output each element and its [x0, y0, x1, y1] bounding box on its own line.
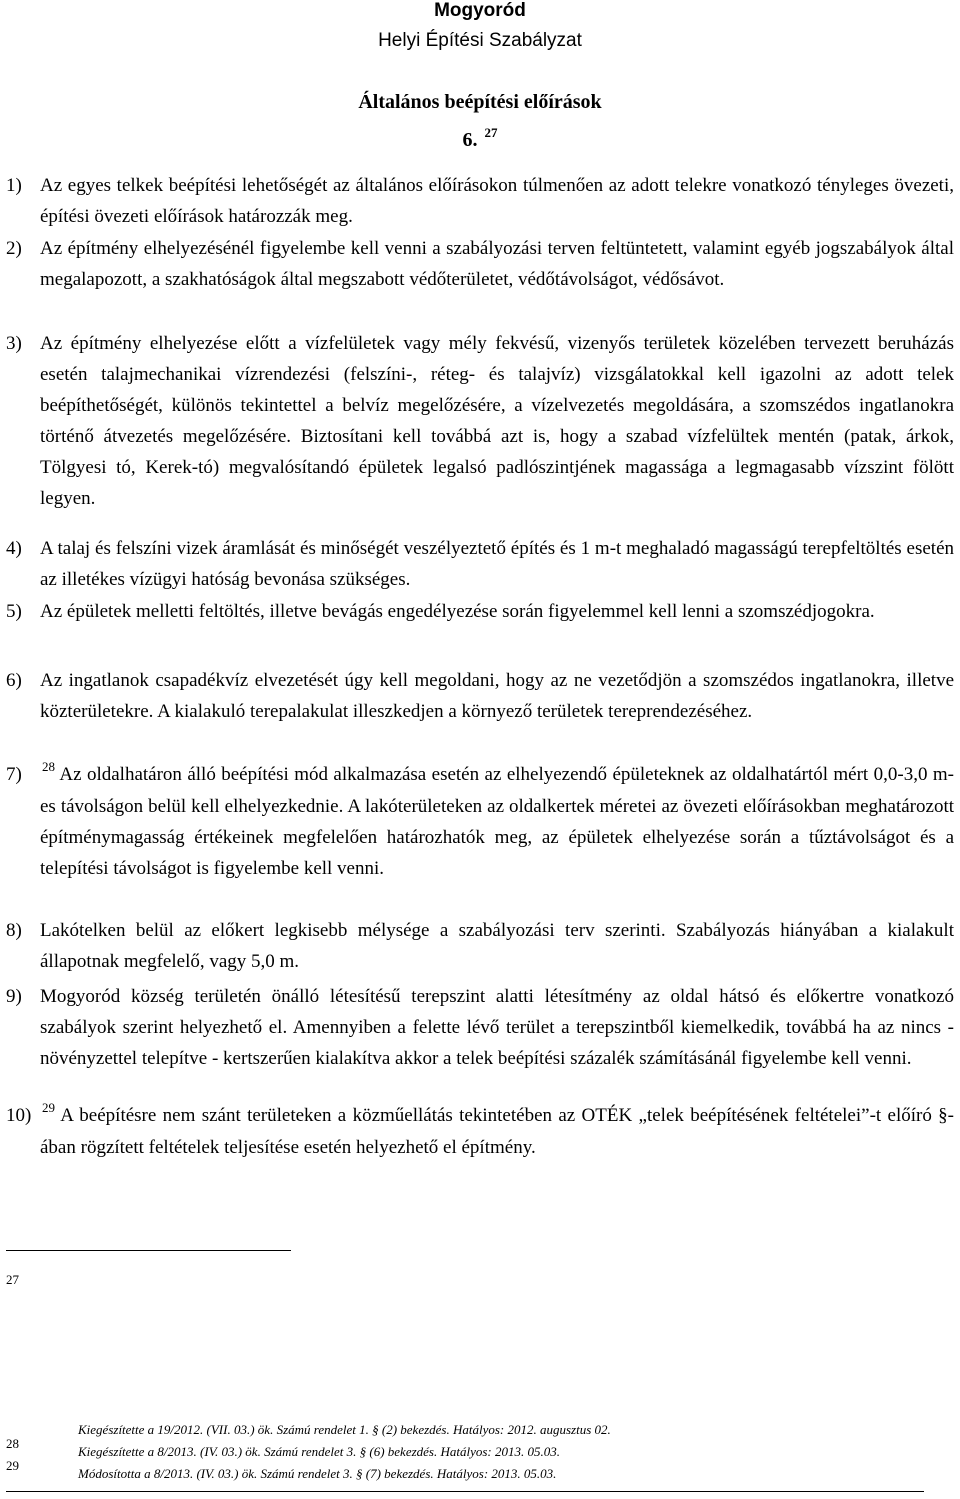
paragraph-number: 8) — [6, 920, 22, 941]
footnote-mark-28: 28 — [6, 1436, 19, 1451]
page-bottom-rule — [6, 1491, 924, 1492]
paragraph-7 — [6, 759, 954, 884]
paragraph-number: 10) — [6, 1105, 32, 1126]
section-number — [0, 125, 960, 152]
footnote-mark-29: 29 — [6, 1458, 19, 1473]
footnote-text-27: Kiegészítette a 19/2012. (VII. 03.) ök. Számú rendelet 1. § (2) bekezdés. Hatályos: 2012. augusztus 02. — [78, 1422, 611, 1437]
document-title: Mogyoród — [434, 0, 526, 21]
paragraph-2 — [6, 233, 954, 295]
paragraph-text: Az ingatlanok csapadékvíz elvezetését úgy kell megoldani, hogy az ne vezetődjön a szomszédos ingatlanokra, illetve közterületekre. A kialakuló terepalakulat illeszkedjen a környező területek tereprendezéséhez. — [40, 670, 954, 722]
footnote-ref-27: 27 — [484, 125, 498, 140]
paragraph-5 — [6, 596, 954, 627]
paragraph-body: Az oldalhatáron álló beépítési mód alkalmazása esetén az elhelyezendő épületeknek az oldalhatártól mért 0,0-3,0 m-es távolságon belül kell elhelyezkednie. A lakóterületeken az oldalkertek méretei az övezeti előírásokban meghatározott építménymagasság értékeinek megfelelően határozhatók meg, az épületek elhelyezése során a tűztávolságot és a telepítési távolságot is figyelembe kell venni. — [40, 764, 954, 879]
paragraph-text: Az építmény elhelyezésénél figyelembe kell venni a szabályozási terven feltüntetett, valamint egyéb jogszabályok által megalapozott, a szakhatóságok által megszabott védőterületet, védőtávolságot, védősávot. — [40, 238, 954, 290]
paragraph-text — [6, 1100, 954, 1163]
document-subtitle: Helyi Építési Szabályzat — [378, 30, 582, 51]
paragraph-number: 9) — [6, 986, 22, 1007]
section-heading: Általános beépítési előírások — [358, 91, 602, 113]
paragraph-text — [6, 759, 954, 884]
paragraph-text: Mogyoród község területén önálló létesítésű terepszint alatti létesítmény az oldal hátsó és előkertre vonatkozó szabályok szerint helyezhető el. Amennyiben a felette lévő terület a terepszintből kiemelkedik, továbbá ha az nincs - növényzettel telepítve - kertszerűen kialakítva akkor a telek beépítési százalék számításánál figyelembe kell venni. — [40, 986, 954, 1069]
footnote-text-29: Módosította a 8/2013. (IV. 03.) ök. Számú rendelet 3. § (7) bekezdés. Hatályos: 2013. 05.03. — [78, 1466, 557, 1481]
paragraph-8 — [6, 915, 954, 977]
paragraph-number: 6) — [6, 670, 22, 691]
paragraph-number: 1) — [6, 175, 22, 196]
footnote-separator — [6, 1250, 291, 1251]
paragraph-10 — [6, 1100, 954, 1163]
paragraph-6 — [6, 665, 954, 727]
paragraph-text: Lakótelken belül az előkert legkisebb mélysége a szabályozási terv szerinti. Szabályozás hiányában a kialakult állapotnak megfelelő, vagy 5,0 m. — [40, 920, 954, 972]
footnote-text-28: Kiegészítette a 8/2013. (IV. 03.) ök. Számú rendelet 3. § (6) bekezdés. Hatályos: 2013. 05.03. — [78, 1444, 560, 1459]
footnote-ref-29: 29 — [42, 1100, 55, 1115]
section-number-label: 6. — [462, 129, 478, 151]
paragraph-number: 3) — [6, 333, 22, 354]
footnote-mark-27: 27 — [6, 1272, 19, 1287]
paragraph-text: Az építmény elhelyezése előtt a vízfelületek vagy mély fekvésű, vizenyős területek közelében tervezett beruházás esetén talajmechanikai vízrendezési (felszíni-, réteg- és talajvíz) vizsgálatokkal kell igazolni az adott telek beépíthetőségét, különös tekintettel a belvíz megelőzésére, a vízelvezetés megoldására, a szomszédos ingatlanokra történő átvezetés megelőzésére. Biztosítani kell továbbá azt is, hogy a szabad vízfelültek mentén (patak, árkok, Tölgyesi tó, Kerek-tó) megvalósítandó épületek legalsó padlószintjének magassága a legmagasabb vízszint fölött legyen. — [40, 333, 954, 509]
footnote-ref-28: 28 — [42, 759, 55, 774]
paragraph-9 — [6, 981, 954, 1074]
paragraph-text: Az egyes telkek beépítési lehetőségét az általános előírásokon túlmenően az adott telekre vonatkozó tényleges övezeti, építési övezeti előírások határozzák meg. — [40, 175, 954, 227]
paragraph-number: 7) — [6, 764, 22, 785]
paragraph-text: Az épületek melletti feltöltés, illetve bevágás engedélyezése során figyelemmel kell lenni a szomszédjogokra. — [40, 601, 875, 622]
paragraph-body: A beépítésre nem szánt területeken a közműellátás tekintetében az OTÉK „telek beépítésének feltételei”-t előíró §-ában rögzített feltételek teljesítése esetén helyezhető el építmény. — [40, 1105, 954, 1158]
paragraph-number: 2) — [6, 238, 22, 259]
paragraph-number: 4) — [6, 538, 22, 559]
paragraph-3 — [6, 328, 954, 514]
paragraph-1 — [6, 170, 954, 232]
paragraph-text: A talaj és felszíni vizek áramlását és minőségét veszélyeztető építés és 1 m-t meghaladó magasságú terepfeltöltés esetén az illetékes vízügyi hatóság bevonása szükséges. — [40, 538, 954, 590]
paragraph-number: 5) — [6, 601, 22, 622]
paragraph-4 — [6, 533, 954, 595]
